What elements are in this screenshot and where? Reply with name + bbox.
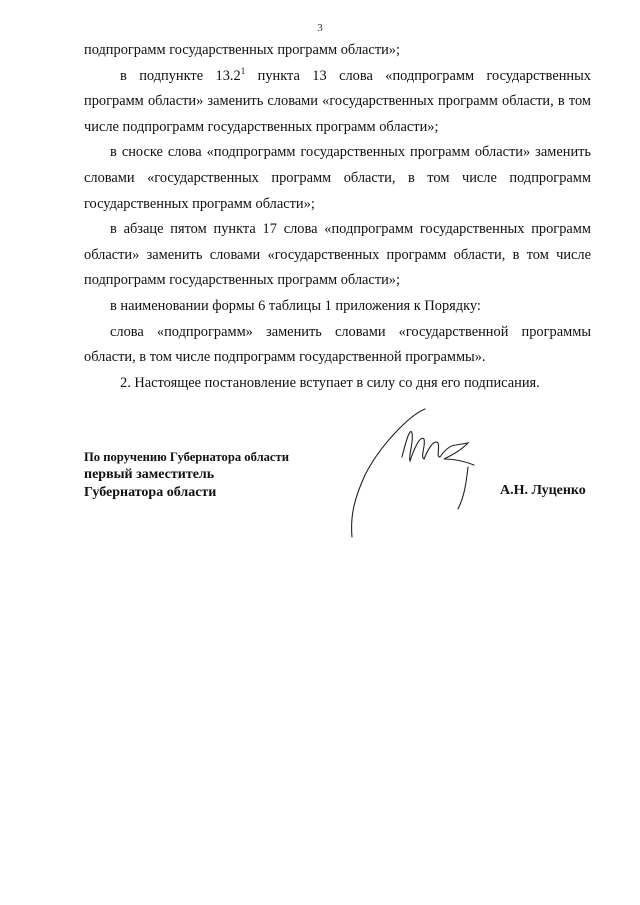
paragraph-text: пункта 13 слова «подпрограмм государственных программ области» заменить словами «государственных программ области, в том числе подпрограмм государственных программ области»;: [84, 67, 592, 135]
signatory-title: [84, 448, 289, 502]
paragraph-subpoint-13-2: [84, 64, 591, 141]
paragraph-footnote: в сноске слова «подпрограмм государственных программ области» заменить словами «государственных программ области, в том числе подпрограмм государственных программ области»;: [84, 144, 591, 212]
paragraph-effective-date: 2. Настоящее постановление вступает в силу со дня его подписания.: [120, 374, 540, 391]
page-number: 3: [317, 22, 323, 34]
paragraph-continuation: подпрограмм государственных программ области»;: [84, 42, 401, 58]
signer-name: А.Н. Луценко: [500, 483, 586, 498]
paragraph-point-17: в абзаце пятом пункта 17 слова «подпрограмм государственных программ области» заменить словами «государственных программ области, в том числе подпрограмм государственных программ области»;: [84, 221, 591, 289]
signatory-line-3: Губернатора области: [84, 485, 217, 500]
paragraph-words-replacement: слова «подпрограмм» заменить словами «государственной программы области, в том числе подпрограмм государственной программы».: [84, 323, 591, 366]
document-body: [84, 38, 591, 396]
signatory-line-2: первый заместитель: [84, 467, 215, 482]
handwritten-signature: [340, 405, 490, 545]
signatory-line-1: По поручению Губернатора области: [84, 450, 289, 464]
paragraph-text: в подпункте 13.2: [120, 67, 241, 84]
superscript: 1: [240, 65, 246, 76]
paragraph-form-6: в наименовании формы 6 таблицы 1 приложения к Порядку:: [110, 297, 481, 314]
